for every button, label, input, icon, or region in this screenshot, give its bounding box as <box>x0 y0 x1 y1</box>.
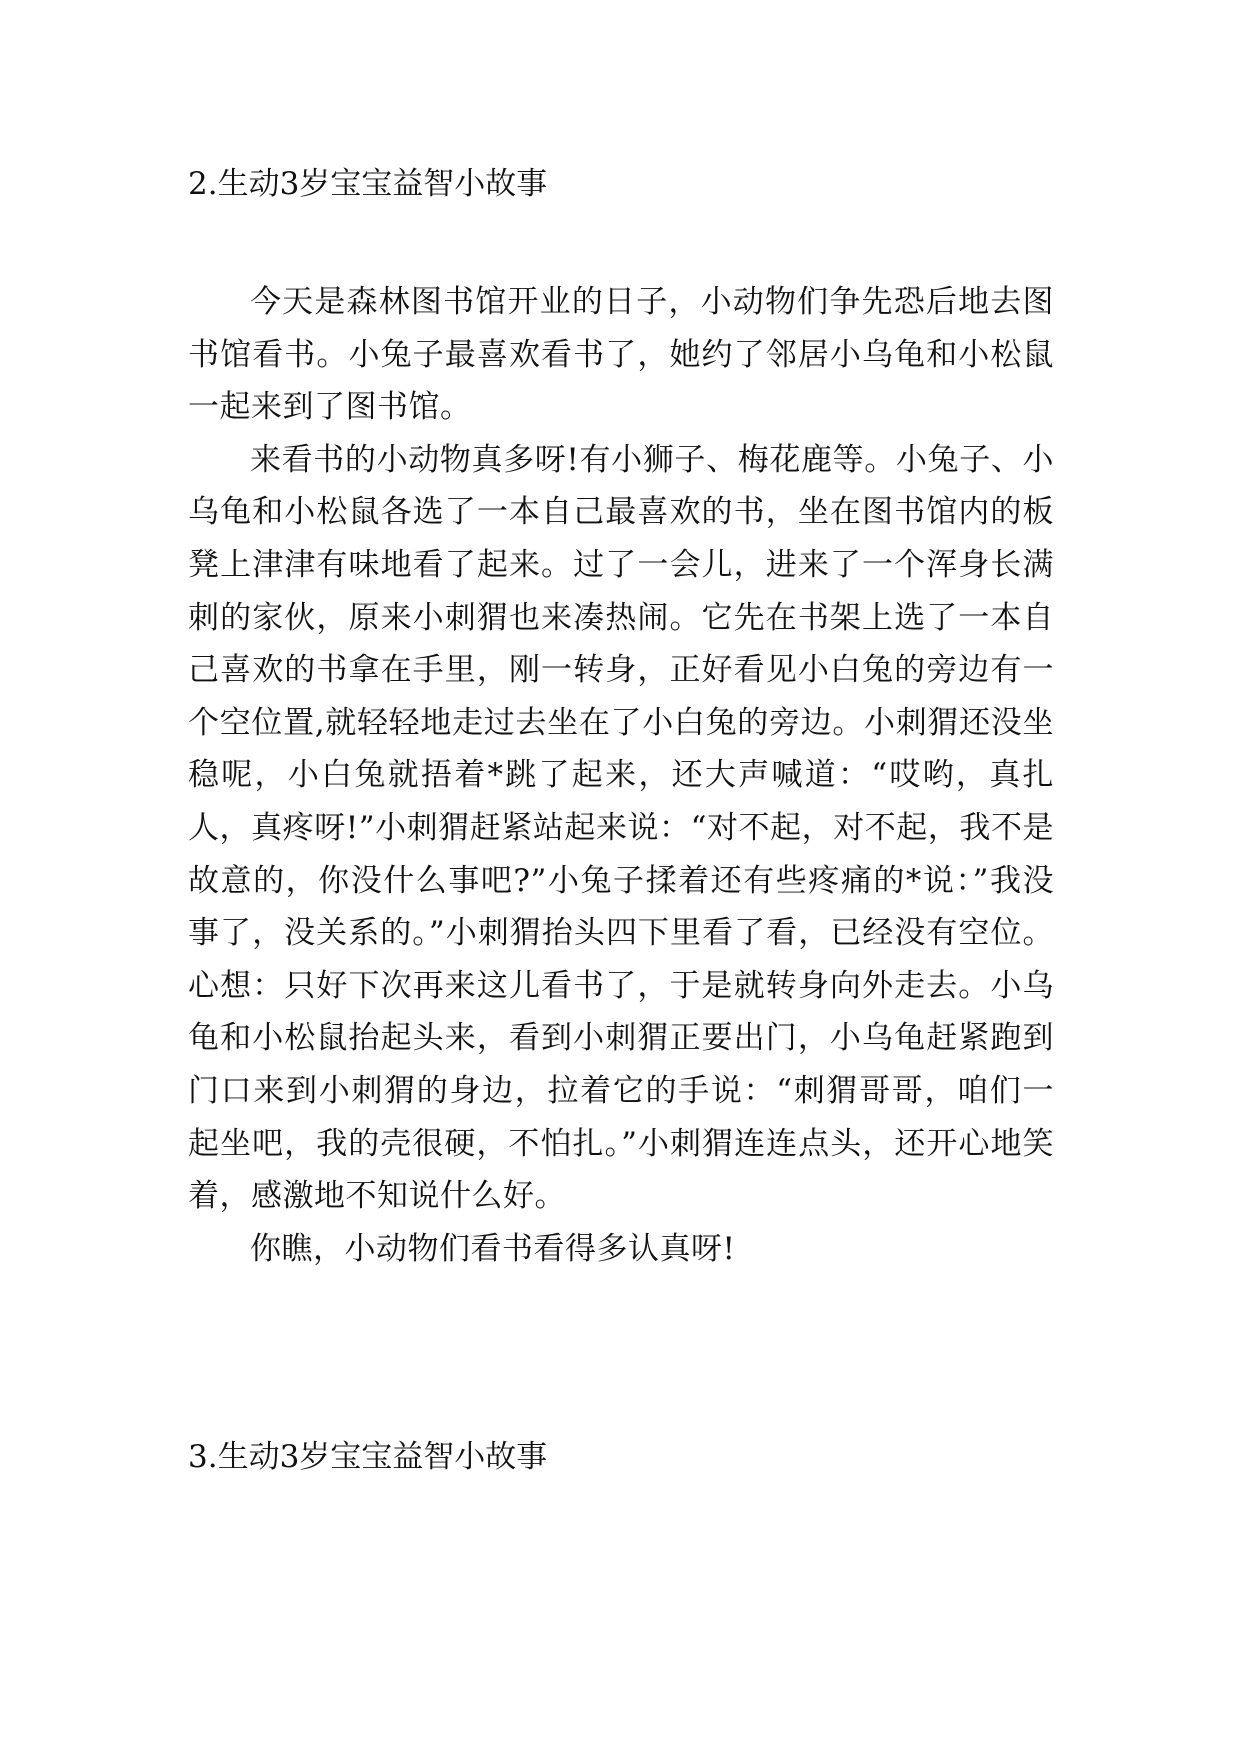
story-paragraph: 今天是森林图书馆开业的日子，小动物们争先恐后地去图书馆看书。小兔子最喜欢看书了，她约了邻居小乌龟和小松鼠一起来到了图书馆。 <box>188 284 1054 426</box>
story-paragraph: 来看书的小动物真多呀!有小狮子、梅花鹿等。小兔子、小乌龟和小松鼠各选了一本自己最喜欢的书，坐在图书馆内的板凳上津津有味地看了起来。过了一会儿，进来了一个浑身长满刺的家伙，原来小刺猬也来凑热闹。它先在书架上选了一本自己喜欢的书拿在手里，刚一转身，正好看见小白兔的旁边有一个空位置,就轻轻地走过去坐在了小白兔的旁边。小刺猬还没坐稳呢，小白兔就捂着*跳了起来，还大声喊道：“哎哟，真扎人，真疼呀!”小刺猬赶紧站起来说：“对不起，对不起，我不是故意的，你没什么事吧?”小兔子揉着还有些疼痛的*说：”我没事了，没关系的。”小刺猬抬头四下里看了看，已经没有空位。心想：只好下次再来这儿看书了，于是就转身向外走去。小乌龟和小松鼠抬起头来，看到小刺猬正要出门，小乌龟赶紧跑到门口来到小刺猬的身边，拉着它的手说：“刺猬哥哥，咱们一起坐吧，我的壳很硬，不怕扎。”小刺猬连连点头，还开心地笑着，感激地不知说什么好。 <box>188 441 1054 1215</box>
story-paragraph: 你瞧，小动物们看书看得多认真呀! <box>250 1230 736 1267</box>
next-section-heading: 3.生动3岁宝宝益智小故事 <box>188 1439 548 1475</box>
story-body <box>188 276 1054 1275</box>
section-heading: 2.生动3岁宝宝益智小故事 <box>188 166 548 202</box>
